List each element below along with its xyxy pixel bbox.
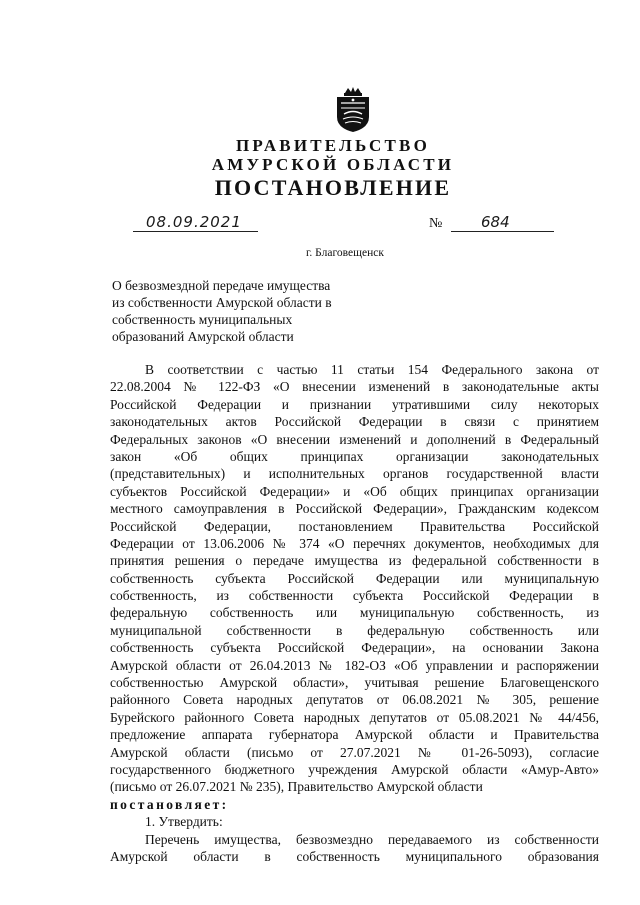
date-underline xyxy=(133,231,258,232)
item-1-heading: 1. Утвердить: xyxy=(145,814,223,830)
org-name-line1: ПРАВИТЕЛЬСТВО xyxy=(236,136,430,155)
body-line: Бурейского районного Совета народных депутатов от 05.08.2021 № 44/456, xyxy=(110,709,599,725)
body-line: собственность субъекта Российской Федерации или муниципальную xyxy=(110,570,599,586)
body-line: Амурской области от 26.04.2013 № 182-ОЗ «Об управлении и распоряжении xyxy=(110,657,599,673)
body-line: (представительных) и исполнительных органов государственной власти xyxy=(110,466,599,482)
item-1-text-line: Амурской области в собственность муниципального образования xyxy=(110,848,599,864)
resolve-word: постановляет: xyxy=(110,796,229,812)
body-line: Амурской области (письмо от 27.07.2021 № 01-26-5093), согласие xyxy=(110,744,599,760)
document-number: 684 xyxy=(481,213,510,231)
body-line: предложение аппарата губернатора Амурской области и Правительства xyxy=(110,727,599,743)
subject-line: из собственности Амурской области в xyxy=(112,295,332,310)
document-subject xyxy=(112,277,372,345)
body-line: (письмо от 26.07.2021 № 235), Правительство Амурской области xyxy=(110,779,483,795)
body-line: принятия решения о передаче имущества из федеральной собственности в xyxy=(110,553,599,569)
body-line: Федерации от 13.06.2006 № 374 «О перечнях документов, необходимых для xyxy=(110,535,599,551)
subject-line: О безвозмездной передаче имущества xyxy=(112,278,331,293)
city: г. Благовещенск xyxy=(306,247,384,259)
body-line: Российской Федерации, постановлением Правительства Российской xyxy=(110,518,599,534)
number-underline xyxy=(451,231,554,232)
body-line: муниципальной собственности в федеральную собственность или xyxy=(110,622,599,638)
body-line: В соответствии с частью 11 статьи 154 Федерального закона от xyxy=(145,362,599,377)
item-1-text-line: Перечень имущества, безвозмездно передаваемого из собственности xyxy=(145,831,599,847)
body-line: Федеральных законов «О внесении изменений и дополнений в Федеральный xyxy=(110,431,599,447)
document-body xyxy=(110,361,599,865)
body-line: государственного бюджетного учреждения Амурской области «Амур-Авто» xyxy=(110,761,599,777)
subject-line: образований Амурской области xyxy=(112,329,294,344)
body-line: федеральную собственность или муниципальную собственность, из xyxy=(110,605,599,621)
number-label: № xyxy=(429,216,443,231)
body-line: закон «Об общих принципах организации законодательных xyxy=(110,448,599,464)
body-line: законодательных актов Российской Федерации в связи с принятием xyxy=(110,414,599,430)
body-line: районного Совета народных депутатов от 06.08.2021 № 305, решение xyxy=(110,692,599,708)
body-line: собственность, из собственности субъекта Российской Федерации в xyxy=(110,588,599,604)
body-line: 22.08.2004 № 122-ФЗ «О внесении изменений в законодательные акты xyxy=(110,379,599,395)
body-line: субъектов Российской Федерации» и «Об общих принципах организации xyxy=(110,483,599,499)
document-date: 08.09.2021 xyxy=(146,213,242,231)
org-name-line2: АМУРСКОЙ ОБЛАСТИ xyxy=(211,155,455,174)
body-line: местного самоуправления в Российской Федерации», Гражданским кодексом xyxy=(110,501,599,517)
body-line: собственностью Амурской области», учитывая решение Благовещенского xyxy=(110,675,599,691)
coat-of-arms-icon xyxy=(334,87,372,133)
body-line: Российской Федерации и признании утратившими силу некоторых xyxy=(110,396,599,412)
body-line: собственность субъекта Российской Федерации», на основании Закона xyxy=(110,640,599,656)
subject-line: собственность муниципальных xyxy=(112,312,293,327)
document-type: ПОСТАНОВЛЕНИЕ xyxy=(214,175,452,200)
